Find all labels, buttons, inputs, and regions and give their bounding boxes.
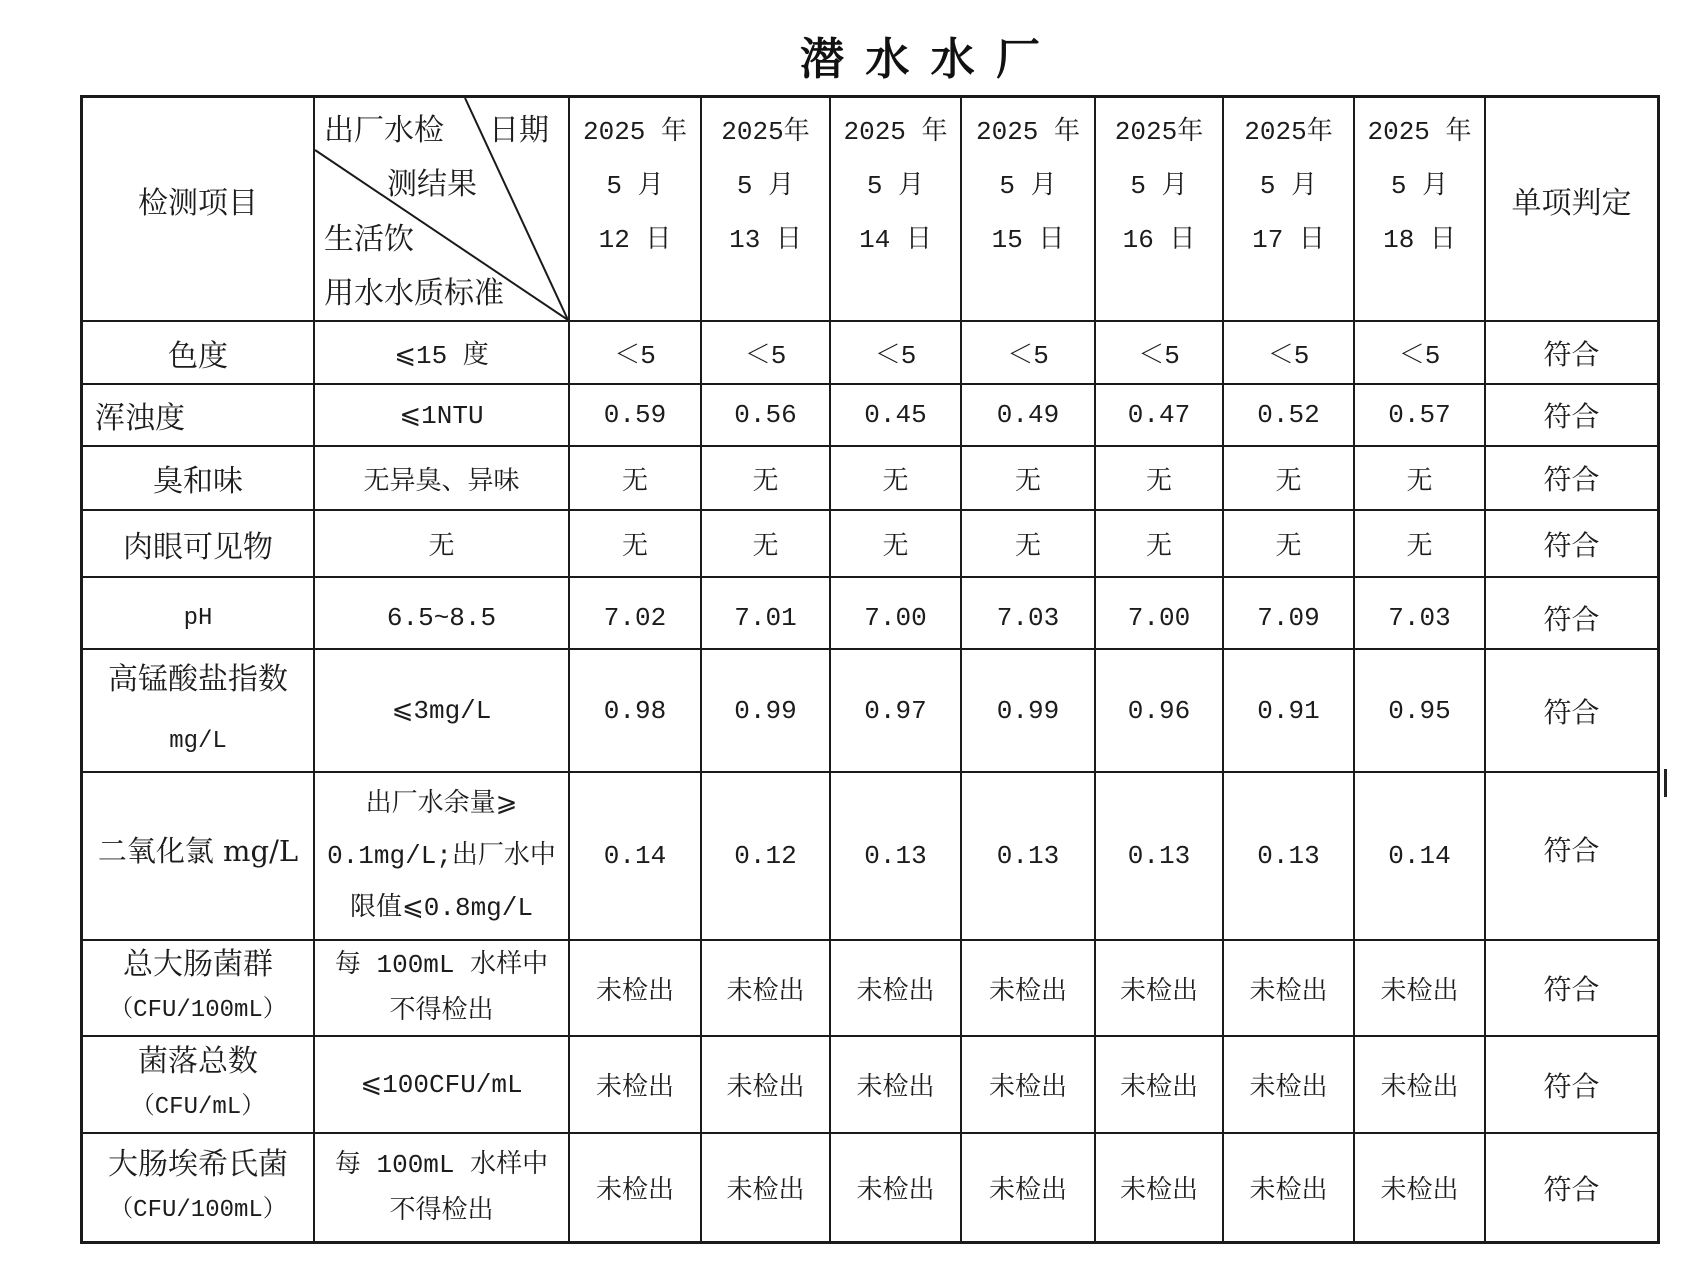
value-cell: 未检出 <box>702 1037 829 1132</box>
standard-cell: ⩽1NTU <box>315 385 568 445</box>
value-cell: 0.45 <box>831 385 960 445</box>
value-cell: 未检出 <box>831 941 960 1035</box>
value-cell: 0.59 <box>570 385 700 445</box>
standard-cell: ⩽100CFU/mL <box>315 1037 568 1132</box>
standard-line: 每 100mL 水样中 <box>334 1149 549 1180</box>
value-cell: 无 <box>702 511 829 576</box>
diagonal-bottom-label-2: 用水水质标准 <box>324 276 504 311</box>
value-cell: 无 <box>570 511 700 576</box>
value-cell: 无 <box>570 447 700 509</box>
standard-cell <box>315 1134 568 1241</box>
verdict-cell: 符合 <box>1486 773 1657 939</box>
value-cell: 0.13 <box>1224 773 1353 939</box>
value-cell: 7.00 <box>831 578 960 648</box>
standard-cell: 6.5~8.5 <box>315 578 568 648</box>
test-item-label: 高锰酸盐指数 <box>108 661 288 697</box>
value-cell: 未检出 <box>1096 1134 1222 1241</box>
value-cell: 0.99 <box>702 650 829 771</box>
date-header-cell <box>702 98 829 320</box>
test-item-unit: （CFU/100mL） <box>109 997 287 1024</box>
test-item-cell: 臭和味 <box>83 447 313 509</box>
value-cell: 无 <box>1355 511 1484 576</box>
value-cell: 未检出 <box>831 1134 960 1241</box>
date-year: 2025 年 <box>975 117 1080 147</box>
scan-mark <box>1664 769 1667 797</box>
date-year: 2025 年 <box>582 117 687 147</box>
date-month: 5 月 <box>1390 171 1449 201</box>
standard-line: 限值⩽0.8mg/L <box>349 893 533 923</box>
header-verdict-label: 单项判定 <box>1486 98 1657 320</box>
test-item-cell <box>83 941 313 1035</box>
value-cell: ＜5 <box>962 322 1094 383</box>
value-cell: 未检出 <box>962 1134 1094 1241</box>
value-cell: 无 <box>1096 447 1222 509</box>
value-cell: 0.13 <box>831 773 960 939</box>
value-cell: 未检出 <box>1355 941 1484 1035</box>
date-month: 5 月 <box>1130 171 1188 201</box>
date-month: 5 月 <box>866 171 925 201</box>
value-cell: 无 <box>962 447 1094 509</box>
test-item-label: 菌落总数 <box>138 1043 258 1079</box>
date-year: 2025年 <box>721 117 810 147</box>
test-item-label: 大肠埃希氏菌 <box>108 1146 288 1182</box>
date-day: 15 日 <box>991 225 1065 255</box>
value-cell: 未检出 <box>570 941 700 1035</box>
value-cell: 0.96 <box>1096 650 1222 771</box>
value-cell: 0.56 <box>702 385 829 445</box>
water-quality-table <box>80 95 1660 1244</box>
date-header-cell <box>1096 98 1222 320</box>
date-header-cell <box>1355 98 1484 320</box>
value-cell: 无 <box>831 511 960 576</box>
value-cell: 无 <box>962 511 1094 576</box>
value-cell: ＜5 <box>1355 322 1484 383</box>
test-item-label: 总大肠菌群 <box>123 947 273 982</box>
date-day: 12 日 <box>598 225 672 255</box>
standard-cell <box>315 773 568 939</box>
test-item-unit: mg/L <box>169 727 227 755</box>
test-item-cell <box>83 1037 313 1132</box>
date-header-cell <box>1224 98 1353 320</box>
value-cell: 无 <box>1096 511 1222 576</box>
test-item-unit: （CFU/mL） <box>130 1093 266 1121</box>
date-day: 17 日 <box>1252 225 1325 255</box>
value-cell: 未检出 <box>1224 941 1353 1035</box>
value-cell: 无 <box>1224 511 1353 576</box>
date-header-cell <box>962 98 1094 320</box>
value-cell: 0.49 <box>962 385 1094 445</box>
page-title: 潜 水 水 厂 <box>800 34 1043 85</box>
value-cell: 0.98 <box>570 650 700 771</box>
standard-cell <box>315 941 568 1035</box>
value-cell: 无 <box>1224 447 1353 509</box>
value-cell: ＜5 <box>570 322 700 383</box>
date-day: 14 日 <box>859 225 932 255</box>
standard-cell: ⩽15 度 <box>315 322 568 383</box>
value-cell: 无 <box>1355 447 1484 509</box>
value-cell: 未检出 <box>831 1037 960 1132</box>
value-cell: 未检出 <box>702 941 829 1035</box>
value-cell: 7.03 <box>962 578 1094 648</box>
value-cell: 7.00 <box>1096 578 1222 648</box>
value-cell: 未检出 <box>570 1134 700 1241</box>
value-cell: 未检出 <box>1224 1037 1353 1132</box>
value-cell: 未检出 <box>1355 1134 1484 1241</box>
date-year: 2025 年 <box>1367 117 1472 147</box>
date-month: 5 月 <box>606 171 664 201</box>
value-cell: 7.03 <box>1355 578 1484 648</box>
date-month: 5 月 <box>999 171 1057 201</box>
value-cell: 0.14 <box>1355 773 1484 939</box>
test-item-cell: 肉眼可见物 <box>83 511 313 576</box>
standard-line: 不得检出 <box>389 996 494 1026</box>
standard-line: 出厂水余量⩾ <box>365 789 518 819</box>
date-year: 2025年 <box>1114 117 1204 147</box>
verdict-cell: 符合 <box>1486 447 1657 509</box>
diagonal-bottom-label-1: 生活饮 <box>324 222 414 257</box>
value-cell: 0.14 <box>570 773 700 939</box>
value-cell: 未检出 <box>570 1037 700 1132</box>
date-day: 18 日 <box>1383 225 1456 255</box>
date-day: 13 日 <box>729 225 802 255</box>
standard-line: 每 100mL 水样中 <box>334 950 549 980</box>
standard-cell: 无 <box>315 511 568 576</box>
date-header-cell <box>831 98 960 320</box>
value-cell: ＜5 <box>1224 322 1353 383</box>
value-cell: 0.52 <box>1224 385 1353 445</box>
value-cell: 0.95 <box>1355 650 1484 771</box>
value-cell: 7.09 <box>1224 578 1353 648</box>
diagonal-top-left-label: 出厂水检 <box>324 113 444 148</box>
verdict-cell: 符合 <box>1486 1134 1657 1241</box>
verdict-cell: 符合 <box>1486 941 1657 1035</box>
standard-cell: ⩽3mg/L <box>315 650 568 771</box>
verdict-cell: 符合 <box>1486 322 1657 383</box>
test-item-cell: 浑浊度 <box>83 385 313 445</box>
date-day: 16 日 <box>1122 225 1196 255</box>
standard-cell: 无异臭、异味 <box>315 447 568 509</box>
header-item-label: 检测项目 <box>83 98 313 320</box>
verdict-cell: 符合 <box>1486 511 1657 576</box>
standard-line: 0.1mg/L;出厂水中 <box>327 841 556 871</box>
test-item-unit: （CFU/100mL） <box>109 1196 287 1224</box>
test-item-cell: pH <box>83 578 313 648</box>
value-cell: 0.97 <box>831 650 960 771</box>
value-cell: 7.02 <box>570 578 700 648</box>
verdict-cell: 符合 <box>1486 650 1657 771</box>
value-cell: ＜5 <box>702 322 829 383</box>
value-cell: 未检出 <box>702 1134 829 1241</box>
date-year: 2025 年 <box>843 117 948 147</box>
value-cell: 0.47 <box>1096 385 1222 445</box>
value-cell: 无 <box>831 447 960 509</box>
test-item-cell: 二氧化氯 mg/L <box>83 773 313 939</box>
value-cell: 无 <box>702 447 829 509</box>
date-year: 2025年 <box>1244 117 1333 147</box>
value-cell: 0.13 <box>1096 773 1222 939</box>
value-cell: 未检出 <box>1096 941 1222 1035</box>
verdict-cell: 符合 <box>1486 385 1657 445</box>
value-cell: 0.91 <box>1224 650 1353 771</box>
test-item-cell: 色度 <box>83 322 313 383</box>
value-cell: 0.13 <box>962 773 1094 939</box>
standard-line: 不得检出 <box>389 1195 494 1226</box>
date-month: 5 月 <box>736 171 795 201</box>
value-cell: 未检出 <box>1096 1037 1222 1132</box>
test-item-cell <box>83 1134 313 1241</box>
diagonal-top-right-label: 日期 <box>489 113 549 148</box>
value-cell: 7.01 <box>702 578 829 648</box>
header-diagonal-cell <box>315 98 568 320</box>
date-month: 5 月 <box>1259 171 1318 201</box>
date-header-cell <box>570 98 700 320</box>
diagonal-middle-label: 测结果 <box>387 167 477 202</box>
value-cell: ＜5 <box>1096 322 1222 383</box>
value-cell: ＜5 <box>831 322 960 383</box>
value-cell: 未检出 <box>962 941 1094 1035</box>
value-cell: 0.57 <box>1355 385 1484 445</box>
test-item-cell <box>83 650 313 771</box>
value-cell: 0.12 <box>702 773 829 939</box>
value-cell: 未检出 <box>1224 1134 1353 1241</box>
value-cell: 未检出 <box>962 1037 1094 1132</box>
verdict-cell: 符合 <box>1486 1037 1657 1132</box>
verdict-cell: 符合 <box>1486 578 1657 648</box>
value-cell: 0.99 <box>962 650 1094 771</box>
value-cell: 未检出 <box>1355 1037 1484 1132</box>
